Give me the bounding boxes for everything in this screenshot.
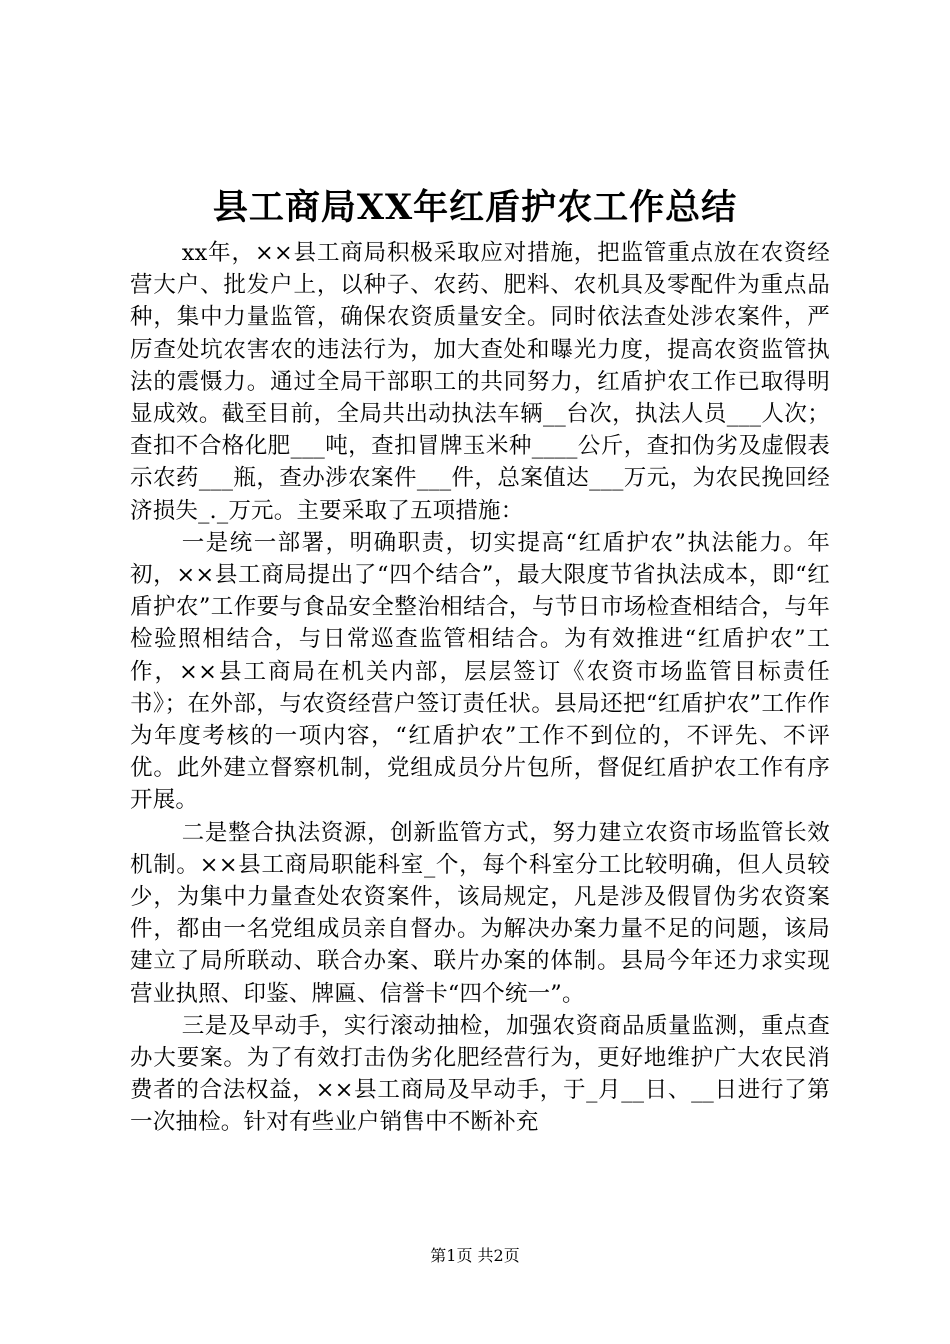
paragraph-measure-2: 二是整合执法资源，创新监管方式，努力建立农资市场监管长效机制。××县工商局职能科室_个，每个科室分工比较明确，但人员较少，为集中力量查处农资案件，该局规定，凡是涉及假冒伪劣农资案件，都由一名党组成员亲自督办。为解决办案力量不足的问题，该局建立了局所联动、联合办案、联片办案的体制。县局今年还力求实现营业执照、印鉴、牌匾、信誉卡“四个统一”。 (130, 819, 830, 1007)
page-number-footer: 第1页 共2页 (430, 1246, 520, 1265)
document-body (130, 237, 830, 1139)
paragraph-intro: xx年，××县工商局积极采取应对措施，把监管重点放在农资经营大户、批发户上，以种子、农药、肥料、农机具及零配件为重点品种，集中力量监管，确保农资质量安全。同时依法查处涉农案件，严厉查处坑农害农的违法行为，加大查处和曝光力度，提高农资监管执法的震慑力。通过全局干部职工的共同努力，红盾护农工作已取得明显成效。截至目前，全局共出动执法车辆__台次，执法人员___人次；查扣不合格化肥___吨，查扣冒牌玉米种____公斤，查扣伪劣及虚假表示农药___瓶，查办涉农案件___件，总案值达___万元，为农民挽回经济损失_._万元。主要采取了五项措施： (130, 240, 830, 524)
paragraph-measure-3: 三是及早动手，实行滚动抽检，加强农资商品质量监测，重点查办大要案。为了有效打击伪劣化肥经营行为，更好地维护广大农民消费者的合法权益，××县工商局及早动手，于_月__日、__日进行了第一次抽检。针对有些业户销售中不断补充 (130, 1012, 830, 1136)
paragraph-measure-1: 一是统一部署，明确职责，切实提高“红盾护农”执法能力。年初，××县工商局提出了“四个结合”，最大限度节省执法成本，即“红盾护农”工作要与食品安全整治相结合，与节日市场检查相结合，与年检验照相结合，与日常巡查监管相结合。为有效推进“红盾护农”工作，××县工商局在机关内部，层层签订《农资市场监管目标责任书》；在外部，与农资经营户签订责任状。县局还把“红盾护农”工作作为年度考核的一项内容，“红盾护农”工作不到位的，不评先、不评优。此外建立督察机制，党组成员分片包所，督促红盾护农工作有序开展。 (130, 529, 830, 814)
document-title: 县工商局XX年红盾护农工作总结 (212, 187, 738, 228)
